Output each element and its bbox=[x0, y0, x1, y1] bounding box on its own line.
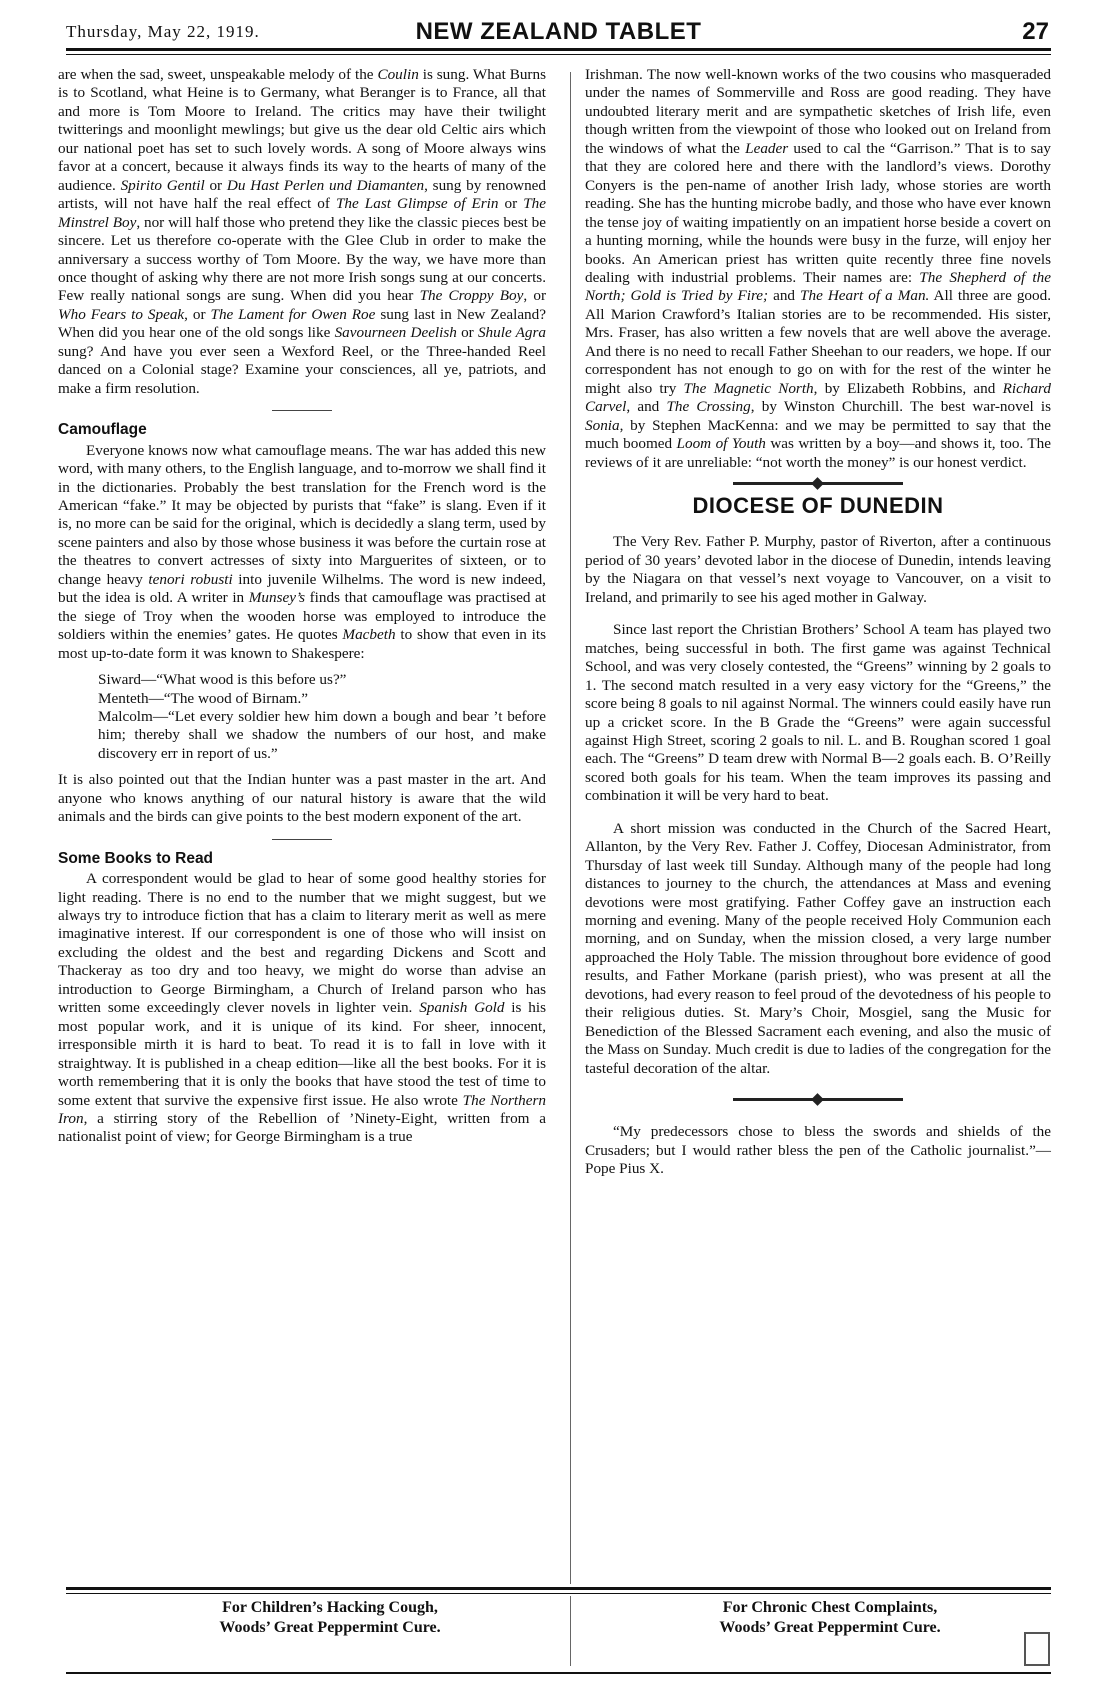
books-heading: Some Books to Read bbox=[58, 849, 214, 867]
column-divider bbox=[570, 72, 571, 1584]
books-continued-paragraph: Irishman. The now well-known works of the two cousins who masqueraded under the names of Sommerville and Ross are good reading. They have undoubted literary merit and are sympathetic sketches of Irish life, even though written from the viewpoint of those who looked out on Ireland from the windows of what the Leader used to cal the “Garrison.” That is to say that they are colored here and there with the landlord’s views. Dorothy Conyers is the pen-name of another Irish lady, whose stories are worth reading. She has the hunting microbe badly, and those who have ever known the tense joy of waiting impatiently on an impatient horse beside a covert on a hunting morning, while the hounds were busy in the furze, will enjoy her books. An American priest has written quite recently three fine novels dealing with industrial problems. Their names are: The Shepherd of the North; Gold is Tried by Fire; and The Heart of a Man. All three are good. All Marion Crawford’s Italian stories are to be recommended. His sister, Mrs. Fraser, has also written a few novels that are well above the average. And there is no need to recall Father Sheehan to our readers, we hope. If our correspondent has not enough to go on with for the rest of the winter he might also try The Magnetic North, by Elizabeth Robbins, and Richard Carvel, and The Crossing, by Winston Churchill. The best war-novel is Sonia, by Stephen MacKenna: and we may be permitted to say that the much boomed Loom of Youth was written by a boy—and shows it, too. The reviews of it are unreliable: “not worth the money” is our honest verdict. bbox=[585, 66, 1052, 471]
section-separator bbox=[272, 410, 332, 411]
masthead bbox=[66, 18, 1051, 44]
camouflage-heading: Camouflage bbox=[58, 421, 147, 439]
footer-rule bbox=[66, 1587, 1051, 1590]
quote-menteth: Menteth—“The wood of Birnam.” bbox=[98, 689, 309, 707]
page-number: 27 bbox=[1022, 18, 1049, 45]
quote-siward: Siward—“What wood is this before us?” bbox=[98, 671, 347, 689]
diocese-heading: DIOCESE OF DUNEDIN bbox=[692, 492, 944, 518]
bottom-rule bbox=[66, 1672, 1051, 1674]
camouflage-paragraph-2: It is also pointed out that the Indian hunter was a past master in the art. And anyone who knows anything of our natural history is aware that the wild animals and the birds can give points to the best modern exponent of the art. bbox=[58, 771, 546, 826]
diocese-paragraph-1: The Very Rev. Father P. Murphy, pastor of Riverton, after a continuous period of 30 years’ devoted labor in the diocese of Dunedin, intends leaving by the Niagara on that vessel’s next voyage to Vancouver, on a visit to Ireland, and primarily to see his aged mother in Galway. bbox=[585, 533, 1051, 606]
ad-right-line2: Woods’ Great Peppermint Cure. bbox=[719, 1619, 941, 1636]
masthead-rule-thin bbox=[66, 54, 1051, 55]
issue-date: Thursday, May 22, 1919. bbox=[66, 22, 260, 41]
ornament-separator bbox=[733, 482, 903, 485]
diocese-paragraph-3: A short mission was conducted in the Church of the Sacred Heart, Allanton, by the Very Rev. Father J. Coffey, Diocesan Administrator, from Thursday of last week till Sunday. Although many of the people had long distances to journey to the church, the attendances at Mass and evening devotions were most gratifying. Father Coffey gave an instruction each morning and evening. Many of the people received Holy Communion each morning, and on Sunday, when the mission closed, a very large number approached the Holy Table. The mission throughout bore evidence of good results, and Father Morkane (parish priest), who was present at all the devotions, had every reason to feel proud of the devotedness of his people to their religious duties. St. Mary’s Choir, Mosgiel, sang the Music for Benediction of the Blessed Sacrament each evening, and also the music of the Mass on Sunday. Much credit is due to ladies of the congregation for the tasteful decoration of the altar. bbox=[585, 819, 1051, 1077]
advertisement-left bbox=[120, 1598, 540, 1638]
diocese-paragraph-2: Since last report the Christian Brothers’ School A team has played two matches, being successful in both. The first game was against Technical School, and was very closely contested, the “Greens” winning by 2 goals to 1. The second match resulted in a very easy victory for the “Greens,” the score being 8 goals to nil against Normal. The winners could easily have run up a cricket score. In the B Grade the “Greens” were again successful against High Street, scoring 2 goals to nil. L. and B. Roughan scored 1 goal each. The “Greens” D team drew with Normal B—2 goals each. B. O’Reilly scored both goals for his team. When the team improves its passing and combination it will be very hard to beat. bbox=[585, 621, 1051, 805]
books-paragraph: A correspondent would be glad to hear of some good healthy stories for light reading. There is no end to the number that we might suggest, but we always try to introduce fiction that has a claim to literary merit as well as mere imaginative interest. If our correspondent is one of those who will insist on excluding the oldest and the best and regarding Dickens and Scott and Thackeray as too dry and too heavy, we might do worse than advise an introduction to George Birmingham, a Church of Ireland parson who has written some exceedingly clever novels in lighter vein. Spanish Gold is his most popular work, and it is unique of its kind. For sheer, innocent, irresponsible mirth it is hard to beat. To read it is to fall in love with it straightway. It is published in a cheap edition—like all the best books. For it is worth remembering that it is only the books that have stood the test of time to some extent that survive the expensive first issue. He also wrote The Northern Iron, a stirring story of the Rebellion of ’Ninety-Eight, written from a nationalist point of view; for George Birmingham is a true bbox=[58, 870, 546, 1146]
ad-divider bbox=[570, 1596, 571, 1666]
masthead-rule bbox=[66, 48, 1051, 51]
section-separator bbox=[272, 839, 332, 840]
publication-title: NEW ZEALAND TABLET bbox=[415, 18, 702, 45]
moore-paragraph: are when the sad, sweet, unspeakable melody of the Coulin is sung. What Burns is to Scotland, what Heine is to Germany, what Beranger is to France, all that and more is Tom Moore to Ireland. The critics may have their twilight twitterings and moonlight mewlings; but give us the dear old Celtic airs which our national poet has set to such lovely words. A song of Moore always wins favor at a concert, because it always finds its way to the hearts of many of the audience. Spirito Gentil or Du Hast Perlen und Diamanten, sung by renowned artists, will not have half the real effect of The Last Glimpse of Erin or The Minstrel Boy, nor will half those who pretend they like the classic pieces best be sincere. Let us therefore co-operate with the Glee Club in order to make the anniversary a success worthy of Tom Moore. By the way, we have more than once thought of asking why there are not more Irish songs sung at our concerts. Few really national songs are sung. When did you hear The Croppy Boy, or Who Fears to Speak, or The Lament for Owen Roe sung last in New Zealand? When did you hear one of the old songs like Savourneen Deelish or Shule Agra sung? And have you ever seen a Wexford Reel, or the Three-handed Reel danced on a Colonial stage? Examine your consciences, all ye, patriots, and make a firm resolution. bbox=[58, 66, 547, 397]
footer-rule-thin bbox=[66, 1593, 1051, 1594]
advertisement-right bbox=[620, 1598, 1040, 1638]
camouflage-paragraph: Everyone knows now what camouflage means. The war has added this new word, with many others, to the English language, and to-morrow we shall find it in the dictionaries. Probably the best translation for the French word is the American “fake.” It may be objected by purists that “fake” is slang. Even if it is, no more can be said for the original, which is decidedly a slang term, used by scene painters and also by those whose business it was before the curtain rose at the theatres to convert actresses of sixty into Marguerites of sixteen, or to change heavy tenori robusti into juvenile Wilhelms. The word is new indeed, but the idea is old. A writer in Munsey’s finds that camouflage was practised at the siege of Troy when the wooden horse was employed to introduce the soldiers within the enemies’ gates. He quotes Macbeth to show that even in its most up-to-date form it was known to Shakespere: bbox=[58, 441, 546, 662]
left-column bbox=[58, 66, 546, 1147]
stamp-mark bbox=[1024, 1632, 1050, 1666]
ornament-separator bbox=[733, 1098, 903, 1101]
quote-malcolm: Malcolm—“Let every soldier hew him down a bough and bear ’t before him; thereby shall we shadow the numbers of our host, and make discovery err in report of us.” bbox=[98, 707, 546, 762]
pope-quote: “My predecessors chose to bless the swords and shields of the Crusaders; but I would rather bless the pen of the Catholic journalist.”—Pope Pius X. bbox=[585, 1123, 1051, 1178]
ad-right-line1: For Chronic Chest Complaints, bbox=[722, 1599, 938, 1616]
right-column bbox=[585, 66, 1051, 1178]
ad-left-line1: For Children’s Hacking Cough, bbox=[222, 1599, 438, 1616]
ad-left-line2: Woods’ Great Peppermint Cure. bbox=[219, 1619, 441, 1636]
